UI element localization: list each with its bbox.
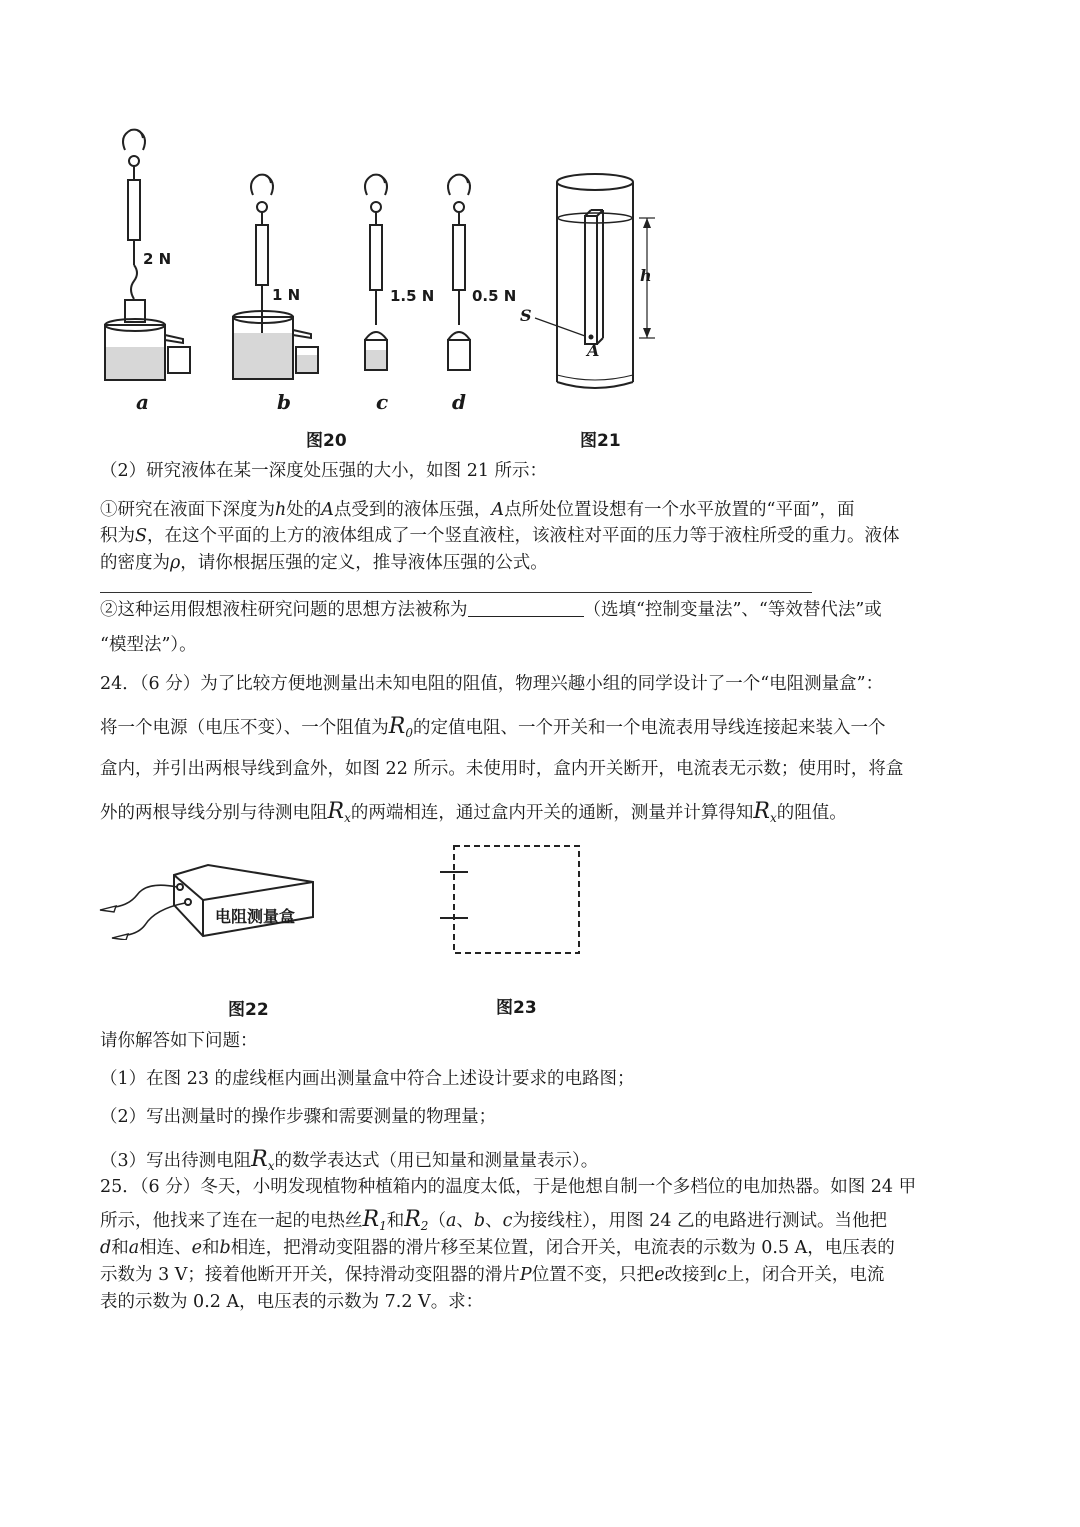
- var-Rx: [753, 799, 776, 824]
- r-sub: 2: [420, 1219, 429, 1233]
- text: 的密度为: [100, 553, 170, 573]
- reading-d: 0.5 N: [472, 287, 517, 305]
- r-sub: 1: [379, 1219, 387, 1233]
- q23-para-line5: [100, 632, 1000, 658]
- var-rho: ρ: [170, 553, 181, 573]
- text: ，在这个平面的上方的液体组成了一个竖直液柱，该液柱对平面的压力等于液柱所受的重力。液体: [147, 526, 900, 546]
- r-letter: R: [251, 1147, 268, 1172]
- q25-line3: [100, 1235, 1000, 1261]
- text: 外的两根导线分别与待测电阻: [100, 803, 328, 823]
- var-Rx: [328, 799, 351, 824]
- label-h: h: [640, 266, 652, 285]
- text: 和: [202, 1238, 220, 1258]
- reading-a: 2 N: [143, 250, 172, 268]
- var-R1: [363, 1207, 387, 1232]
- text: 、: [456, 1211, 474, 1231]
- text: 相连、: [139, 1238, 192, 1258]
- figure-21-caption: 图21: [580, 431, 621, 451]
- text: （: [428, 1211, 446, 1231]
- text: 点受到的液体压强，: [333, 500, 492, 520]
- q24-sub2: [100, 1104, 1000, 1130]
- var-A: A: [491, 500, 505, 520]
- var-e: e: [191, 1238, 202, 1258]
- spring-scale-d: [448, 175, 470, 370]
- var-A: A: [321, 500, 334, 520]
- var-c: c: [502, 1211, 513, 1231]
- answer-line[interactable]: [100, 592, 812, 593]
- text: 的阻值。: [776, 803, 847, 823]
- var-a: a: [128, 1238, 140, 1258]
- text: 位置不变，只把: [531, 1265, 655, 1285]
- q25-line4: [100, 1262, 1000, 1288]
- figure-22-diagram: [98, 860, 323, 940]
- text: 表的示数为 0.2 A，电压表的示数为 7.2 V。求：: [100, 1292, 484, 1312]
- var-a: a: [445, 1211, 457, 1231]
- text: 示数为 3 V；接着他断开开关，保持滑动变阻器的滑片: [100, 1265, 520, 1285]
- figure-20-caption: 图20: [306, 431, 347, 451]
- q24-ask: [100, 1028, 1000, 1054]
- text: 25．（6 分）冬天，小明发现植物种植箱内的温度太低，于是他想自制一个多档位的电加热器。如图 24 甲: [100, 1177, 917, 1197]
- text: 点所处位置设想有一个水平放置的“平面”，面: [504, 500, 855, 520]
- q25-line1: [100, 1174, 1000, 1200]
- text: 和: [111, 1238, 129, 1258]
- figure-23-diagram[interactable]: [428, 838, 588, 960]
- var-h: h: [275, 500, 287, 520]
- text: ①研究在液面下深度为: [100, 500, 275, 520]
- text: （1）在图 23 的虚线框内画出测量盒中符合上述设计要求的电路图；: [100, 1069, 635, 1089]
- q23-para-line4: [100, 597, 1000, 623]
- text: “模型法”）。: [100, 635, 197, 655]
- label-A: A: [587, 341, 600, 360]
- var-e: e: [654, 1265, 665, 1285]
- q23-para-line2: [100, 523, 1000, 549]
- text: 处的: [286, 500, 322, 520]
- var-Rx: [251, 1147, 274, 1172]
- r-sub: 0: [405, 726, 413, 740]
- r-letter: R: [404, 1207, 421, 1232]
- text: 、: [485, 1211, 503, 1231]
- text: 的数学表达式（用已知量和测量量表示）。: [274, 1151, 599, 1171]
- text: 盒内，并引出两根导线到盒外，如图 22 所示。未使用时，盒内开关断开，电流表无示数；使用时，将盒: [100, 759, 904, 779]
- r-letter: R: [362, 1207, 380, 1232]
- answer-blank[interactable]: [468, 598, 584, 617]
- var-R2: [404, 1207, 428, 1232]
- text: 的两端相连，通过盒内开关的通断，测量并计算得知: [350, 803, 754, 823]
- q25-line5: [100, 1289, 1000, 1315]
- text: 改接到: [664, 1265, 718, 1285]
- q23-part2-heading: [100, 458, 1000, 484]
- text: 24．（6 分）为了比较方便地测量出未知电阻的阻值，物理兴趣小组的同学设计了一个“电阻测量盒”：: [100, 674, 884, 694]
- label-b: b: [277, 390, 291, 414]
- text: 相连，把滑动变阻器的滑片移至某位置，闭合开关，电流表的示数为 0.5 A，电压表的: [230, 1238, 895, 1258]
- q23-para-line3: [100, 550, 1000, 576]
- r-letter: R: [753, 799, 770, 824]
- q24-sub1: [100, 1066, 1000, 1092]
- box-label: 电阻测量盒: [215, 907, 296, 926]
- text: 所示，他找来了连在一起的电热丝: [100, 1211, 363, 1231]
- label-c: c: [376, 390, 389, 414]
- text: 请你解答如下问题：: [100, 1031, 258, 1051]
- var-P: P: [519, 1265, 532, 1285]
- var-d: d: [100, 1238, 112, 1258]
- text: （3）写出待测电阻: [100, 1151, 252, 1171]
- q24-line3: [100, 756, 1000, 782]
- q23-part2-heading-text: （2）研究液体在某一深度处压强的大小，如图 21 所示：: [100, 461, 548, 481]
- r-sub: x: [344, 811, 351, 825]
- var-R0: [389, 714, 413, 739]
- spring-scale-c: [365, 175, 387, 370]
- r-sub: x: [267, 1159, 275, 1173]
- text: 积为: [100, 526, 135, 546]
- text: ②这种运用假想液柱研究问题的思想方法被称为: [100, 600, 468, 620]
- q24-line1: [100, 671, 1000, 697]
- figure-23-caption: 图23: [496, 998, 537, 1018]
- var-c: c: [717, 1265, 727, 1285]
- var-S: S: [135, 526, 147, 546]
- figure-22-caption: 图22: [228, 1000, 269, 1020]
- r-sub: x: [769, 811, 777, 825]
- text: ，请你根据压强的定义，推导液体压强的公式。: [180, 553, 548, 573]
- text: 为接线柱），用图 24 乙的电路进行测试。当他把: [512, 1211, 888, 1231]
- text: （2）写出测量时的操作步骤和需要测量的物理量；: [100, 1107, 497, 1127]
- r-letter: R: [388, 714, 406, 739]
- text: 上，闭合开关，电流: [726, 1265, 885, 1285]
- r-letter: R: [327, 799, 345, 824]
- q24-line4: [100, 799, 1000, 831]
- label-S: S: [520, 306, 532, 325]
- reading-b: 1 N: [272, 286, 301, 304]
- q24-line2: [100, 714, 1000, 746]
- text: （选填“控制变量法”、“等效替代法”或: [583, 600, 882, 620]
- var-b: b: [219, 1238, 231, 1258]
- text: 和: [386, 1211, 405, 1231]
- spring-scale-b: [233, 175, 318, 379]
- label-d: d: [452, 390, 466, 414]
- q23-para-line1: [100, 497, 1000, 523]
- reading-c: 1.5 N: [390, 287, 435, 305]
- label-a: a: [136, 390, 149, 414]
- var-b: b: [473, 1211, 486, 1231]
- text: 将一个电源（电压不变）、一个阻值为: [100, 718, 389, 738]
- text: 的定值电阻、一个开关和一个电流表用导线连接起来装入一个: [412, 718, 886, 738]
